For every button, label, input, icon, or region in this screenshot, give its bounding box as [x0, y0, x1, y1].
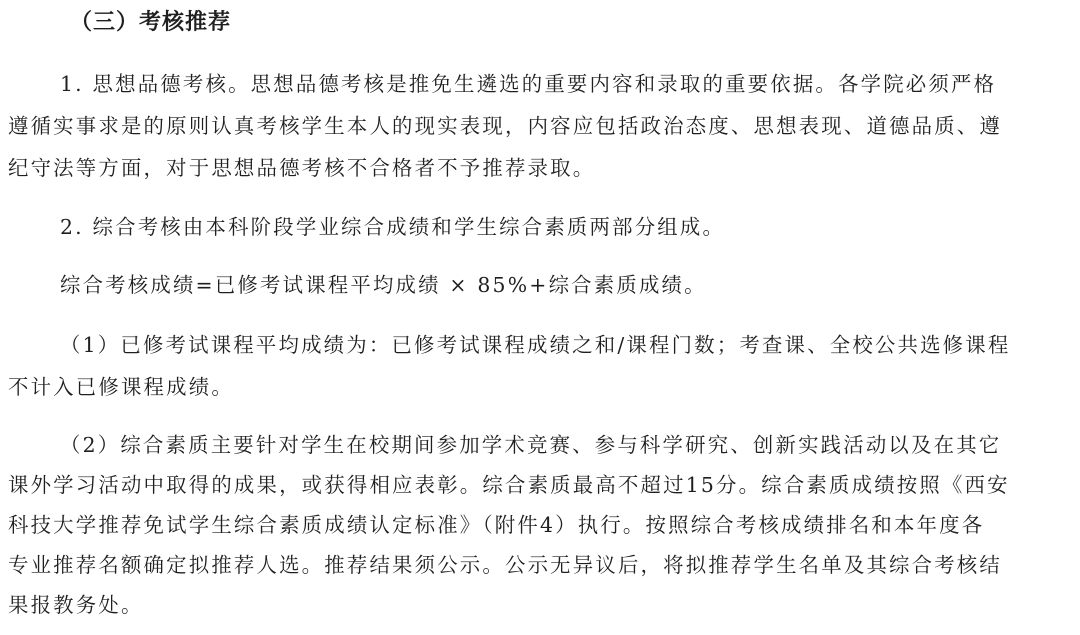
paragraph-score-formula: [8, 270, 1064, 300]
paragraph-line: 专业推荐名额确定拟推荐人选。推荐结果须公示。公示无异议后，将拟推荐学生名单及其综合考核结: [8, 553, 1002, 577]
paragraph-line: 不计入已修课程成绩。: [8, 375, 234, 399]
paragraph-line: 果报教务处。: [8, 593, 144, 617]
paragraph-line: （1）已修考试课程平均成绩为：已修考试课程成绩之和/课程门数；考查课、全校公共选修课程: [60, 333, 1011, 357]
section-heading: （三）考核推荐: [70, 10, 232, 35]
paragraph-line: （2）综合素质主要针对学生在校期间参加学术竞赛、参与科学研究、创新实践活动以及在其它: [60, 433, 1002, 457]
paragraph-line: 课外学习活动中取得的成果，或获得相应表彰。综合素质最高不超过15分。综合素质成绩按照《西安: [8, 473, 1010, 497]
paragraph-line: 2. 综合考核由本科阶段学业综合成绩和学生综合素质两部分组成。: [60, 215, 726, 239]
paragraph-comprehensive-assessment: [8, 212, 1064, 242]
paragraph-comprehensive-quality: [8, 430, 1064, 620]
paragraph-line: 遵循实事求是的原则认真考核学生本人的现实表现，内容应包括政治态度、思想表现、道德品质、遵: [8, 114, 1002, 138]
paragraph-line: 综合考核成绩=已修考试课程平均成绩 × 85%+综合素质成绩。: [60, 273, 707, 297]
paragraph-course-average: [8, 330, 1064, 402]
paragraph-line: 科技大学推荐免试学生综合素质成绩认定标准》（附件4）执行。按照综合考核成绩排名和本年度各: [8, 513, 985, 537]
paragraph-line: 纪守法等方面，对于思想品德考核不合格者不予推荐录取。: [8, 156, 596, 180]
paragraph-line: 1. 思想品德考核。思想品德考核是推免生遴选的重要内容和录取的重要依据。各学院必须严格: [60, 72, 997, 96]
paragraph-moral-assessment: [8, 69, 1064, 183]
